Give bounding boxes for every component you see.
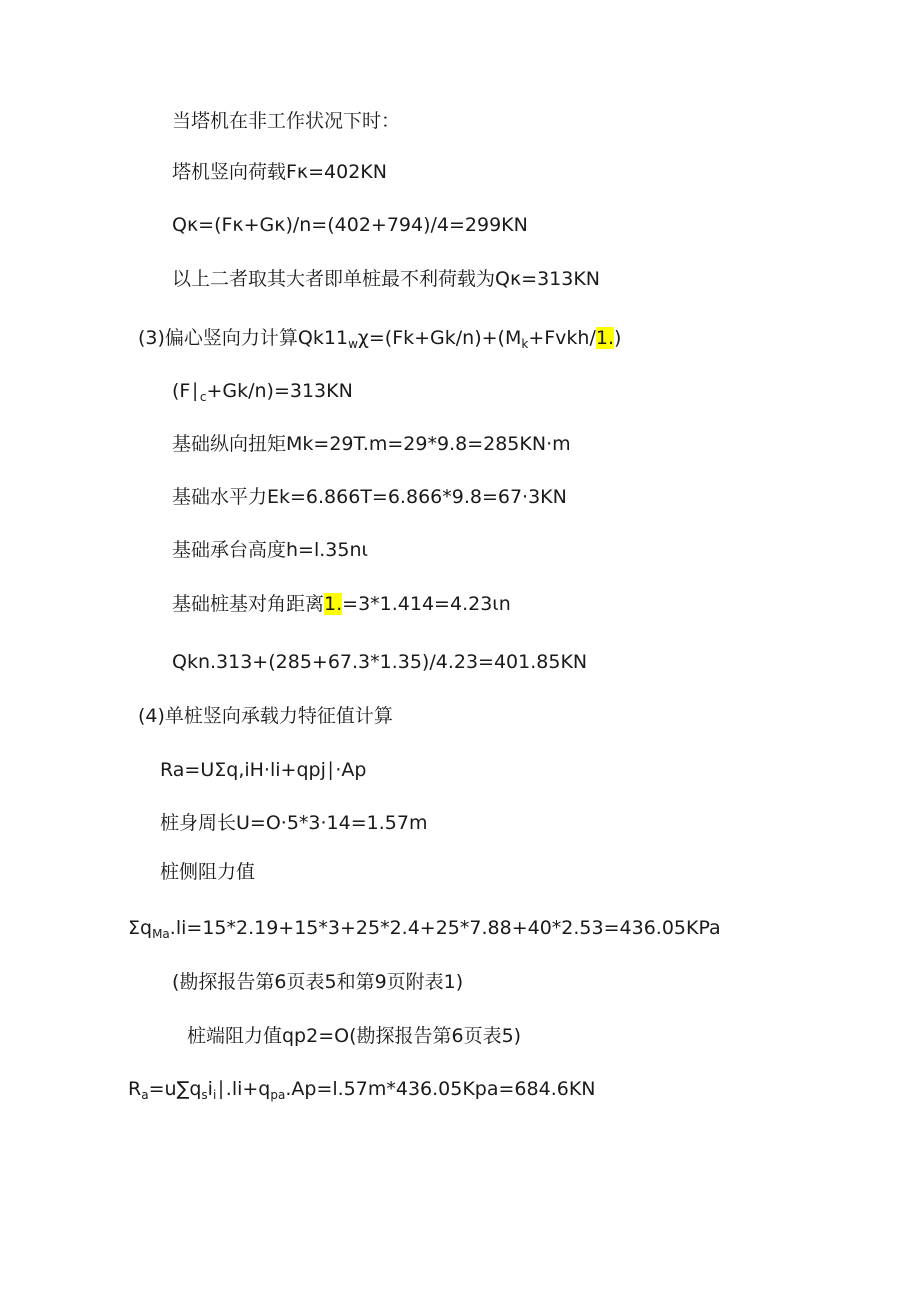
text-line-qk-formula: Qκ=(Fκ+Gκ)∕n=(402+794)∕4=299KN: [172, 214, 528, 236]
text-line-end-resistance: 桩端阻力值qp2=O(勘探报告第6页表5): [187, 1025, 522, 1047]
ra-result-part-e: .Ap=l.57m*436.05Kpa=684.6KN: [285, 1078, 596, 1100]
text-line-cap-height: 基础承台高度h=l.35nι: [172, 539, 368, 561]
highlighted-text: 1.: [595, 327, 614, 349]
fc-gk-sub-c: c: [199, 390, 207, 404]
fc-gk-part-b: +Gk∕n)=313KN: [206, 380, 353, 402]
ra-result-part-b: =u∑q: [148, 1078, 202, 1100]
ra-result-sub-a: a: [141, 1088, 149, 1102]
text-line-ra-result: [128, 1077, 596, 1101]
text-line-sum-qsa: [128, 916, 721, 940]
eccentric-force-part-c: +Fvkh∕: [528, 327, 596, 349]
text-line-fc-gk: [172, 379, 353, 403]
ra-result-sub-i: i: [212, 1088, 217, 1102]
eccentric-force-sub-k: k: [521, 337, 529, 351]
eccentric-force-part-b: χ=(Fk+Gk/n)+(M: [357, 327, 522, 349]
text-line-diagonal-distance: [172, 592, 511, 616]
diagonal-distance-part-a: 基础桩基对角距离: [172, 593, 325, 615]
highlighted-text: 1.: [324, 593, 343, 615]
sum-qsa-part-a: Σq: [128, 917, 153, 939]
text-line-side-resistance: 桩侧阻力值: [160, 861, 256, 883]
ra-result-sub-pa: pa: [270, 1088, 286, 1102]
sum-qsa-sub: Ma: [152, 927, 170, 941]
text-line-horizontal-force: 基础水平力Ek=6.866T=6.866*9.8=67·3KN: [172, 486, 567, 508]
eccentric-force-part-a: (3)偏心竖向力计算Qk11: [138, 327, 349, 349]
ra-result-sub-s: s: [201, 1088, 208, 1102]
eccentric-force-part-d: ): [614, 327, 622, 349]
sum-qsa-part-b: .li=15*2.19+15*3+25*2.4+25*7.88+40*2.53=436.05KPa: [169, 917, 721, 939]
text-line-report-reference-1: (勘探报告第6页表5和第9页附表1): [172, 971, 464, 993]
text-line-torque: 基础纵向扭矩Mk=29T.m=29*9.8=285KN·m: [172, 433, 571, 455]
ra-result-part-c: i: [207, 1078, 213, 1100]
ra-result-part-d: ∣.li+q: [216, 1078, 271, 1100]
diagonal-distance-part-b: =3*1.414=4.23ιn: [342, 593, 511, 615]
section-3-eccentric-force: [138, 326, 621, 350]
text-line-perimeter: 桩身周长U=O·5*3·14=1.57m: [160, 812, 428, 834]
text-line-non-working-condition: 当塔机在非工作状况下时：: [172, 110, 401, 132]
text-line-max-load: 以上二者取其大者即单桩最不利荷载为Qκ=313KN: [172, 268, 601, 290]
text-line-qkn-result: Qkn.313+(285+67.3*1.35)/4.23=401.85KN: [172, 651, 588, 673]
eccentric-force-sub-w: w: [348, 337, 358, 351]
fc-gk-part-a: (F∣: [172, 380, 200, 402]
text-line-vertical-load: 塔机竖向荷载Fκ=402KN: [172, 161, 387, 183]
section-4-bearing-capacity: (4)单桩竖向承载力特征值计算: [138, 705, 393, 727]
text-line-ra-formula: Ra=UΣq,iH·li+qpj∣·Ap: [160, 759, 367, 781]
ra-result-part-a: R: [128, 1078, 142, 1100]
